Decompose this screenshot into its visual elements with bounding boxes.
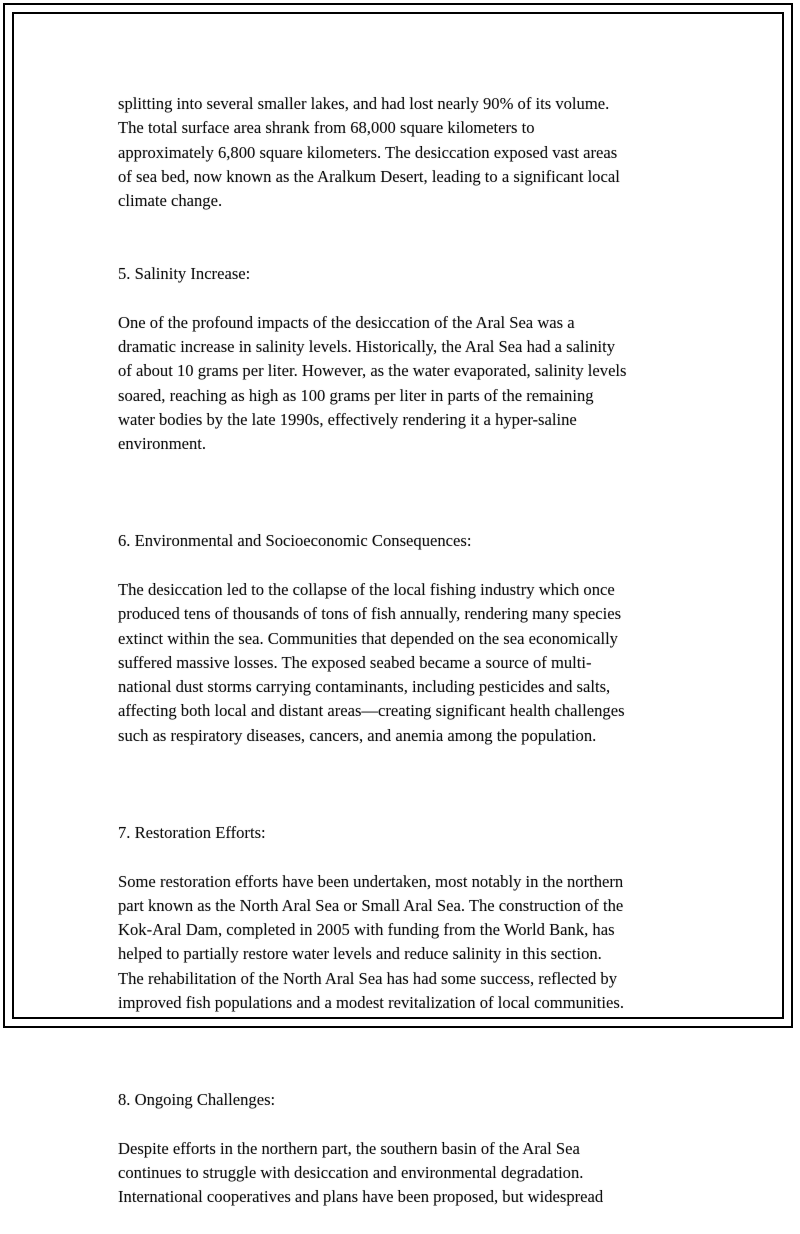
section-heading: 6. Environmental and Socioeconomic Consequences:: [118, 531, 472, 551]
section-environmental-consequences: [118, 505, 698, 772]
section-heading: 8. Ongoing Challenges:: [118, 1090, 276, 1110]
intro-paragraph: splitting into several smaller lakes, and had lost nearly 90% of its volume. The total surface area shrank from 68,000 square kilometers to approximately 6,800 square kilometers. The desiccation exposed vast areas of sea bed, now known as the Aralkum Desert, leading to a significant local climate change.: [118, 94, 620, 211]
section-body: Despite efforts in the northern part, the southern basin of the Aral Sea continues to struggle with desiccation and environmental degradation. International cooperatives and plans have been proposed, but widespread: [118, 1138, 604, 1207]
section-heading: 5. Salinity Increase:: [118, 264, 251, 284]
section-heading: 7. Restoration Efforts:: [118, 822, 266, 842]
section-ongoing-challenges: [118, 1064, 698, 1234]
document-body: [118, 92, 698, 1234]
section-body: One of the profound impacts of the desiccation of the Aral Sea was a dramatic increase in salinity levels. Historically, the Aral Sea had a salinity of about 10 grams per liter. However, as the water evaporated, salinity levels soared, reaching as high as 100 grams per liter in parts of the remaining water bodies by the late 1990s, effectively rendering it a hyper-saline environment.: [118, 312, 627, 454]
section-restoration-efforts: [118, 797, 698, 1040]
section-salinity-increase: [118, 238, 698, 481]
section-body: The desiccation led to the collapse of the local fishing industry which once produced tens of thousands of tons of fish annually, rendering many species extinct within the sea. Communities that depended on the sea economically suffered massive losses. The exposed seabed became a source of multi- national dust storms carrying contaminants, including pesticides and salts, affecting both local and distant areas—creating significant health challenges such as respiratory diseases, cancers, and anemia among the population.: [118, 579, 625, 745]
section-body: Some restoration efforts have been undertaken, most notably in the northern part known as the North Aral Sea or Small Aral Sea. The construction of the Kok-Aral Dam, completed in 2005 with funding from the World Bank, has helped to partially restore water levels and reduce salinity in this section. The rehabilitation of the North Aral Sea has had some success, reflected by improved fish populations and a modest revitalization of local communities.: [118, 871, 624, 1012]
